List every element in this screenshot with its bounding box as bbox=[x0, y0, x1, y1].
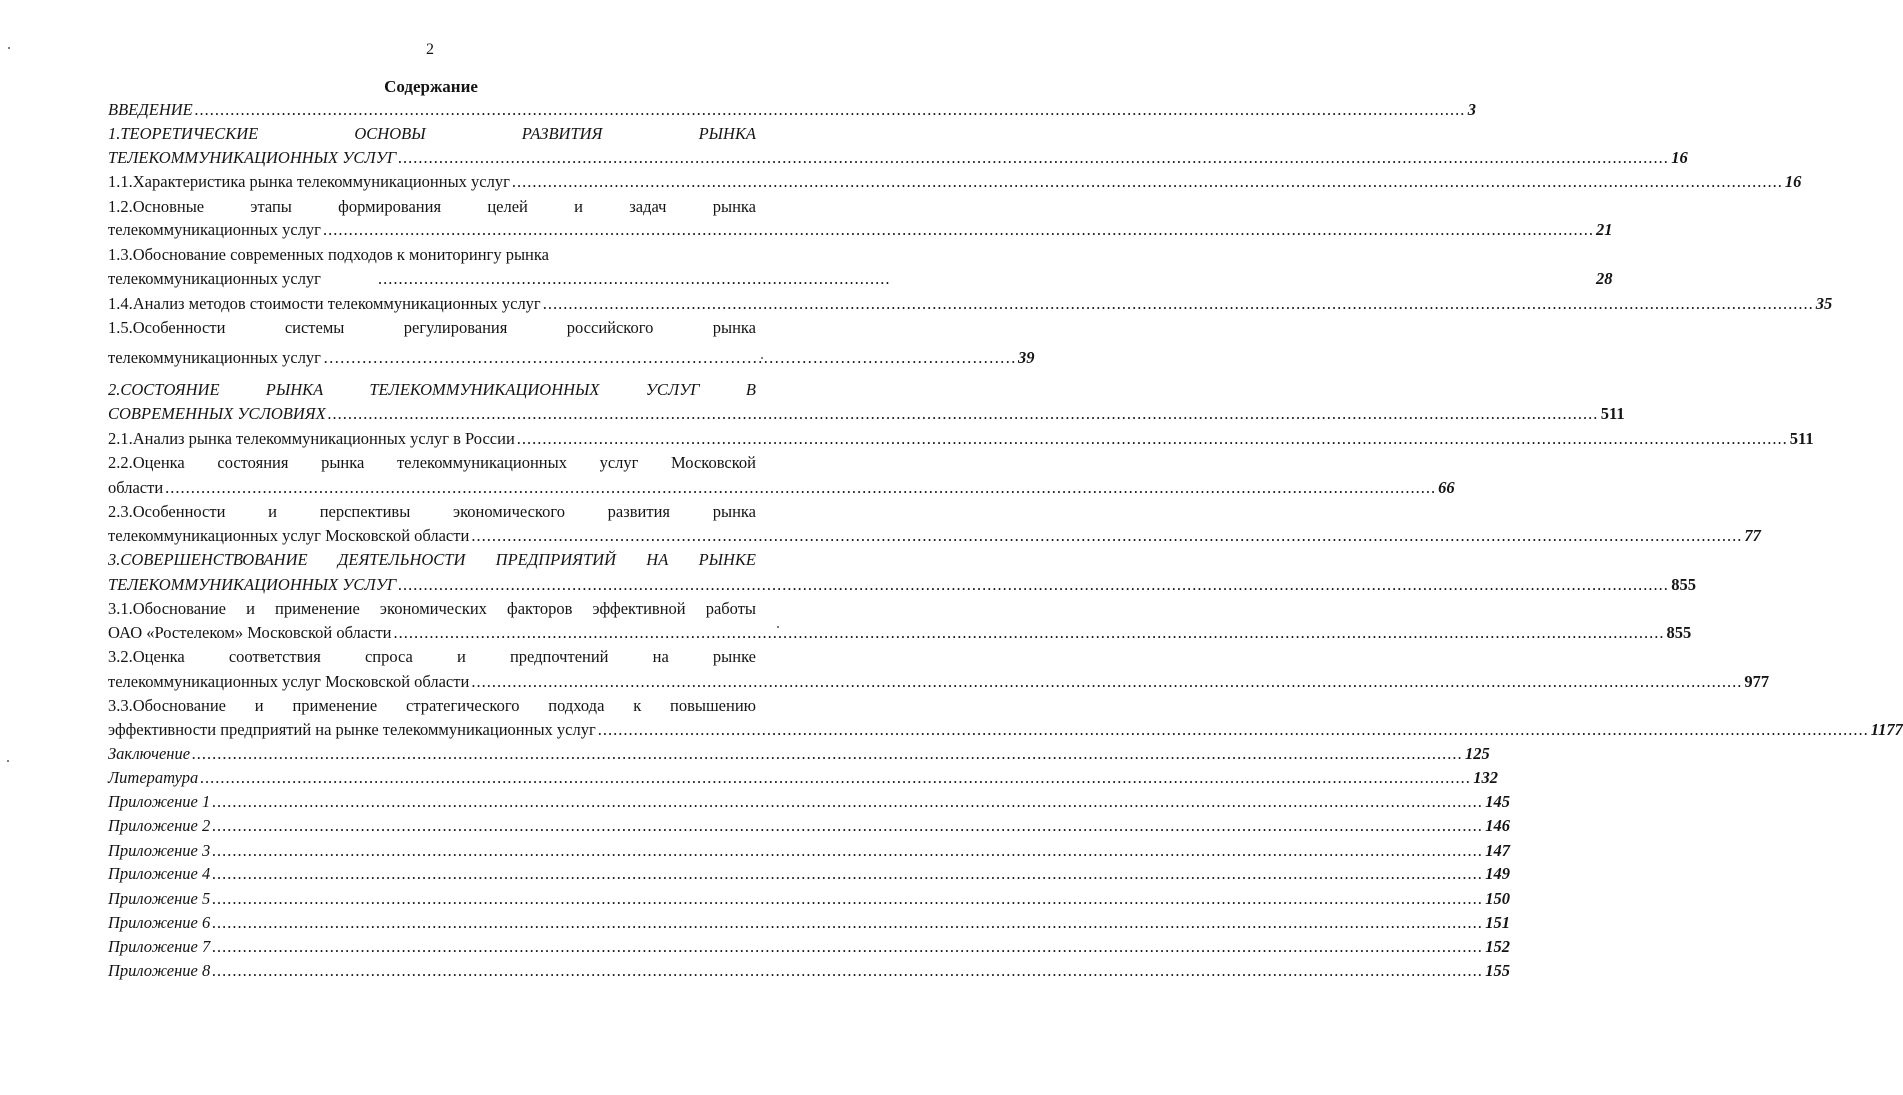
toc-entry-1-4[interactable] bbox=[108, 294, 1833, 314]
leader-dots bbox=[393, 623, 1664, 643]
toc-entry-page: 16 bbox=[1671, 148, 1688, 167]
toc-entry-text: ОАО «Ростелеком» Московской области bbox=[108, 623, 392, 642]
toc-entry-3-1[interactable] bbox=[108, 623, 1692, 643]
toc-entry-page: 855 bbox=[1671, 575, 1696, 594]
toc-entry-text: телекоммуникационных услуг bbox=[108, 348, 321, 367]
toc-entry-appendix-3[interactable] bbox=[108, 841, 1510, 861]
toc-entry-page: 66 bbox=[1438, 478, 1455, 497]
scan-speck bbox=[777, 626, 779, 628]
toc-entry-page: 39 bbox=[1017, 348, 1035, 367]
leader-dots bbox=[471, 526, 1742, 546]
toc-entry-page: 977 bbox=[1744, 672, 1770, 691]
toc-entry-page: 151 bbox=[1485, 913, 1510, 932]
leader-dots bbox=[195, 100, 1466, 120]
leader-dots bbox=[471, 672, 1742, 692]
toc-entry-text: Приложение 6 bbox=[108, 913, 211, 932]
leader-dots bbox=[165, 478, 1436, 498]
toc-entry-page: 855 bbox=[1666, 623, 1692, 642]
toc-entry-text: Приложение 7 bbox=[108, 937, 211, 956]
toc-entry-text: Литература bbox=[108, 768, 199, 787]
leader-dots bbox=[323, 220, 1594, 240]
toc-entry-2-3-line1[interactable]: 2.3.Особенности и перспективы экономического развития рынка bbox=[108, 502, 756, 521]
scan-speck bbox=[761, 357, 763, 359]
toc-entry-text: Приложение 1 bbox=[108, 792, 211, 811]
toc-entry-page: 146 bbox=[1485, 816, 1510, 835]
toc-entry-appendix-7[interactable] bbox=[108, 937, 1510, 957]
toc-entry-text: ВВЕДЕНИЕ bbox=[108, 100, 193, 119]
toc-title: Содержание bbox=[384, 77, 478, 96]
toc-entry-intro[interactable] bbox=[108, 100, 1476, 120]
toc-entry-page: 21 bbox=[1595, 220, 1613, 239]
toc-entry-3-2-line1[interactable]: 3.2.Оценка соответствия спроса и предпочтений на рынке bbox=[108, 647, 756, 666]
toc-entry-page: 150 bbox=[1485, 889, 1510, 908]
toc-entry-section-1-line1[interactable]: 1.ТЕОРЕТИЧЕСКИЕ ОСНОВЫ РАЗВИТИЯ РЫНКА bbox=[108, 124, 756, 143]
leader-dots bbox=[212, 841, 1483, 861]
toc-entry-text: 2.1.Анализ рынка телекоммуникационных услуг в России bbox=[108, 429, 515, 448]
leader-dots bbox=[323, 348, 1016, 368]
leader-dots bbox=[512, 172, 1783, 192]
toc-entry-2-2-line1[interactable]: 2.2.Оценка состояния рынка телекоммуникационных услуг Московской bbox=[108, 453, 756, 472]
toc-entry-1-2[interactable] bbox=[108, 220, 1613, 240]
leader-dots bbox=[212, 816, 1483, 836]
toc-entry-page: 28 bbox=[1595, 269, 1613, 288]
toc-entry-appendix-5[interactable] bbox=[108, 889, 1510, 909]
leader-dots bbox=[517, 429, 1788, 449]
toc-entry-page: 155 bbox=[1485, 961, 1510, 980]
toc-entry-text: ТЕЛЕКОММУНИКАЦИОННЫХ УСЛУГ bbox=[108, 575, 397, 594]
toc-entry-3-1-line1[interactable]: 3.1.Обоснование и применение экономических факторов эффективной работы bbox=[108, 599, 756, 618]
leader-dots bbox=[328, 404, 1599, 424]
leader-dots bbox=[212, 864, 1483, 884]
toc-entry-conclusion[interactable] bbox=[108, 744, 1490, 764]
leader-dots bbox=[192, 744, 1463, 764]
toc-entry-page: 152 bbox=[1485, 937, 1510, 956]
toc-entry-page: 511 bbox=[1600, 404, 1625, 423]
toc-entry-page: 35 bbox=[1815, 294, 1833, 313]
toc-entry-page: 145 bbox=[1485, 792, 1510, 811]
toc-entry-text: 1.4.Анализ методов стоимости телекоммуникационных услуг bbox=[108, 294, 541, 313]
leader-dots: .................................................................................................... bbox=[378, 269, 891, 288]
toc-entry-1-1[interactable] bbox=[108, 172, 1802, 192]
leader-dots bbox=[212, 937, 1483, 957]
toc-entry-appendix-6[interactable] bbox=[108, 913, 1510, 933]
toc-entry-appendix-1[interactable] bbox=[108, 792, 1510, 812]
toc-entry-3-3[interactable] bbox=[108, 720, 1903, 740]
toc-entry-page: 1177 bbox=[1870, 720, 1903, 739]
toc-entry-3-3-line1[interactable]: 3.3.Обоснование и применение стратегического подхода к повышению bbox=[108, 696, 756, 715]
toc-entry-appendix-4[interactable] bbox=[108, 864, 1510, 884]
toc-entry-page: 16 bbox=[1784, 172, 1802, 191]
toc-entry-text: СОВРЕМЕННЫХ УСЛОВИЯХ bbox=[108, 404, 326, 423]
toc-entry-1-5[interactable] bbox=[108, 348, 1035, 368]
toc-entry-text: области bbox=[108, 478, 164, 497]
toc-entry-page: 132 bbox=[1473, 768, 1499, 787]
toc-entry-1-3-line1[interactable]: 1.3.Обоснование современных подходов к мониторингу рынка bbox=[108, 245, 549, 264]
toc-entry-section-3-line1[interactable]: 3.СОВЕРШЕНСТВОВАНИЕ ДЕЯТЕЛЬНОСТИ ПРЕДПРИЯТИЙ НА РЫНКЕ bbox=[108, 550, 756, 569]
toc-entry-text: телекоммуникационных услуг Московской области bbox=[108, 526, 470, 545]
toc-entry-text: телекоммуникационных услуг Московской области bbox=[108, 672, 470, 691]
toc-entry-text: Приложение 2 bbox=[108, 816, 211, 835]
leader-dots bbox=[398, 148, 1669, 168]
toc-entry-text: эффективности предприятий на рынке телекоммуникационных услуг bbox=[108, 720, 596, 739]
toc-entry-text: Приложение 5 bbox=[108, 889, 211, 908]
toc-entry-2-1[interactable] bbox=[108, 429, 1814, 449]
toc-entry-page: 511 bbox=[1789, 429, 1814, 448]
toc-entry-text: Приложение 3 bbox=[108, 841, 211, 860]
toc-entry-text: Приложение 8 bbox=[108, 961, 211, 980]
page-number: 2 bbox=[426, 41, 434, 58]
leader-dots bbox=[212, 961, 1483, 981]
toc-entry-section-3[interactable] bbox=[108, 575, 1696, 595]
toc-entry-text: телекоммуникационных услуг bbox=[108, 269, 321, 288]
toc-entry-1-5-line1[interactable]: 1.5.Особенности системы регулирования российского рынка bbox=[108, 318, 756, 337]
toc-entry-appendix-8[interactable] bbox=[108, 961, 1510, 981]
toc-entry-2-3[interactable] bbox=[108, 526, 1761, 546]
toc-entry-page: 125 bbox=[1465, 744, 1490, 763]
toc-entry-text: Приложение 4 bbox=[108, 864, 211, 883]
scan-speck bbox=[8, 47, 10, 49]
leader-dots bbox=[200, 768, 1471, 788]
leader-dots bbox=[398, 575, 1669, 595]
toc-entry-appendix-2[interactable] bbox=[108, 816, 1510, 836]
toc-entry-page: 149 bbox=[1485, 864, 1510, 883]
leader-dots bbox=[598, 720, 1869, 740]
toc-entry-3-2[interactable] bbox=[108, 672, 1770, 692]
toc-entry-1-2-line1[interactable]: 1.2.Основные этапы формирования целей и задач рынка bbox=[108, 197, 756, 216]
toc-entry-section-2[interactable] bbox=[108, 404, 1625, 424]
toc-entry-text: телекоммуникационных услуг bbox=[108, 220, 321, 239]
toc-entry-literature[interactable] bbox=[108, 768, 1499, 788]
leader-dots bbox=[212, 913, 1483, 933]
scan-speck bbox=[7, 760, 9, 762]
leader-dots bbox=[543, 294, 1814, 314]
toc-entry-text: 1.1.Характеристика рынка телекоммуникационных услуг bbox=[108, 172, 510, 191]
leader-dots bbox=[212, 889, 1483, 909]
toc-entry-2-2[interactable] bbox=[108, 478, 1455, 498]
toc-entry-section-2-line1[interactable]: 2.СОСТОЯНИЕ РЫНКА ТЕЛЕКОММУНИКАЦИОННЫХ УСЛУГ В bbox=[108, 380, 756, 399]
toc-entry-text: Заключение bbox=[108, 744, 191, 763]
toc-entry-text: ТЕЛЕКОММУНИКАЦИОННЫХ УСЛУГ bbox=[108, 148, 397, 167]
toc-entry-page: 77 bbox=[1744, 526, 1761, 545]
toc-entry-page: 147 bbox=[1485, 841, 1510, 860]
toc-entry-page: 3 bbox=[1467, 100, 1476, 119]
leader-dots bbox=[212, 792, 1483, 812]
toc-entry-section-1[interactable] bbox=[108, 148, 1688, 168]
